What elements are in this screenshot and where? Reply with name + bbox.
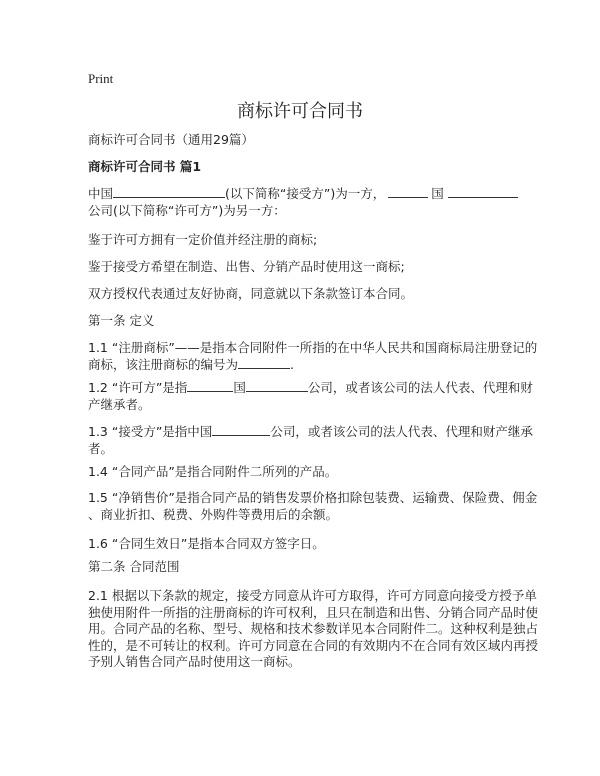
section-heading: 商标许可合同书 篇1 (88, 159, 202, 174)
parties-paragraph (88, 186, 518, 219)
definition-1-6: 1.6 “合同生效日”是指本合同双方签字日。 (88, 536, 325, 551)
text: 独使用附件一所指的注册商标的许可权利，且只在制造和出售、分销合同产品时使 (88, 604, 539, 620)
definition-1-2 (88, 380, 533, 413)
text: 中国 (88, 186, 114, 201)
text: (以下简称“接受方”)为一方， (225, 186, 386, 201)
text: 用。合同产品的名称、型号、规格和技术参数详见本合同附件二。这种权利是独占 (88, 621, 539, 636)
text: 性的，是不可转让的权利。许可方同意在合同的有效期内不在合同有效区域内再授 (88, 637, 539, 653)
text: 1.5 “净销售价”是指合同产品的销售发票价格扣除包装费、运输费、保险费、佣金 (88, 490, 538, 505)
blank-field (113, 186, 225, 198)
article-2-heading: 第二条 合同范围 (88, 559, 180, 574)
text: 1.1 “注册商标”——是指本合同附件一所指的在中华人民共和国商标局注册登记的 (88, 340, 538, 355)
text: 商标，该注册商标的编号为 (88, 356, 239, 372)
blank-field (187, 380, 233, 392)
agreement-paragraph: 双方授权代表通过友好协商，同意就以下条款签订本合同。 (88, 286, 414, 301)
blank-field (238, 357, 290, 369)
blank-field (246, 380, 308, 392)
definition-1-1 (88, 340, 537, 373)
article-1-heading: 第一条 定义 (88, 313, 155, 328)
definition-1-4: 1.4 “合同产品”是指合同附件二所列的产品。 (88, 464, 338, 479)
text: 产继承者。 (88, 396, 151, 412)
blank-field (388, 186, 428, 198)
text: 公司(以下简称“许可方”)为另一方： (88, 202, 286, 218)
text: 者。 (88, 440, 114, 456)
blank-field (212, 424, 270, 436)
text: 公司，或者该公司的法人代表、代理和财产继承 (270, 424, 533, 439)
blank-field (448, 186, 518, 198)
text: 予别人销售合同产品时使用这一商标。 (88, 654, 301, 669)
whereas-paragraph-2: 鉴于接受方希望在制造、出售、分销产品时使用这一商标; (88, 259, 405, 274)
document-title: 商标许可合同书 (237, 101, 363, 122)
text: . (290, 356, 294, 372)
text: 、商业折扣、税费、外购件等费用后的余额。 (88, 506, 339, 522)
text: 1.3 “接受方”是指中国 (88, 424, 213, 439)
text: 2.1 根据以下条款的规定，接受方同意从许可方取得，许可方同意向接受方授予单 (88, 588, 537, 603)
document-subtitle: 商标许可合同书（通用29篇） (88, 132, 254, 147)
print-link[interactable]: Print (88, 71, 114, 86)
text: 国 (431, 186, 444, 201)
definition-1-5 (88, 490, 537, 523)
text: 1.2 “许可方”是指 (88, 380, 188, 395)
text: 国 (233, 380, 246, 395)
whereas-paragraph-1: 鉴于许可方拥有一定价值并经注册的商标; (88, 232, 318, 247)
text: 公司，或者该公司的法人代表、代理和财 (307, 380, 533, 395)
scope-2-1 (88, 588, 538, 671)
definition-1-3 (88, 424, 533, 457)
